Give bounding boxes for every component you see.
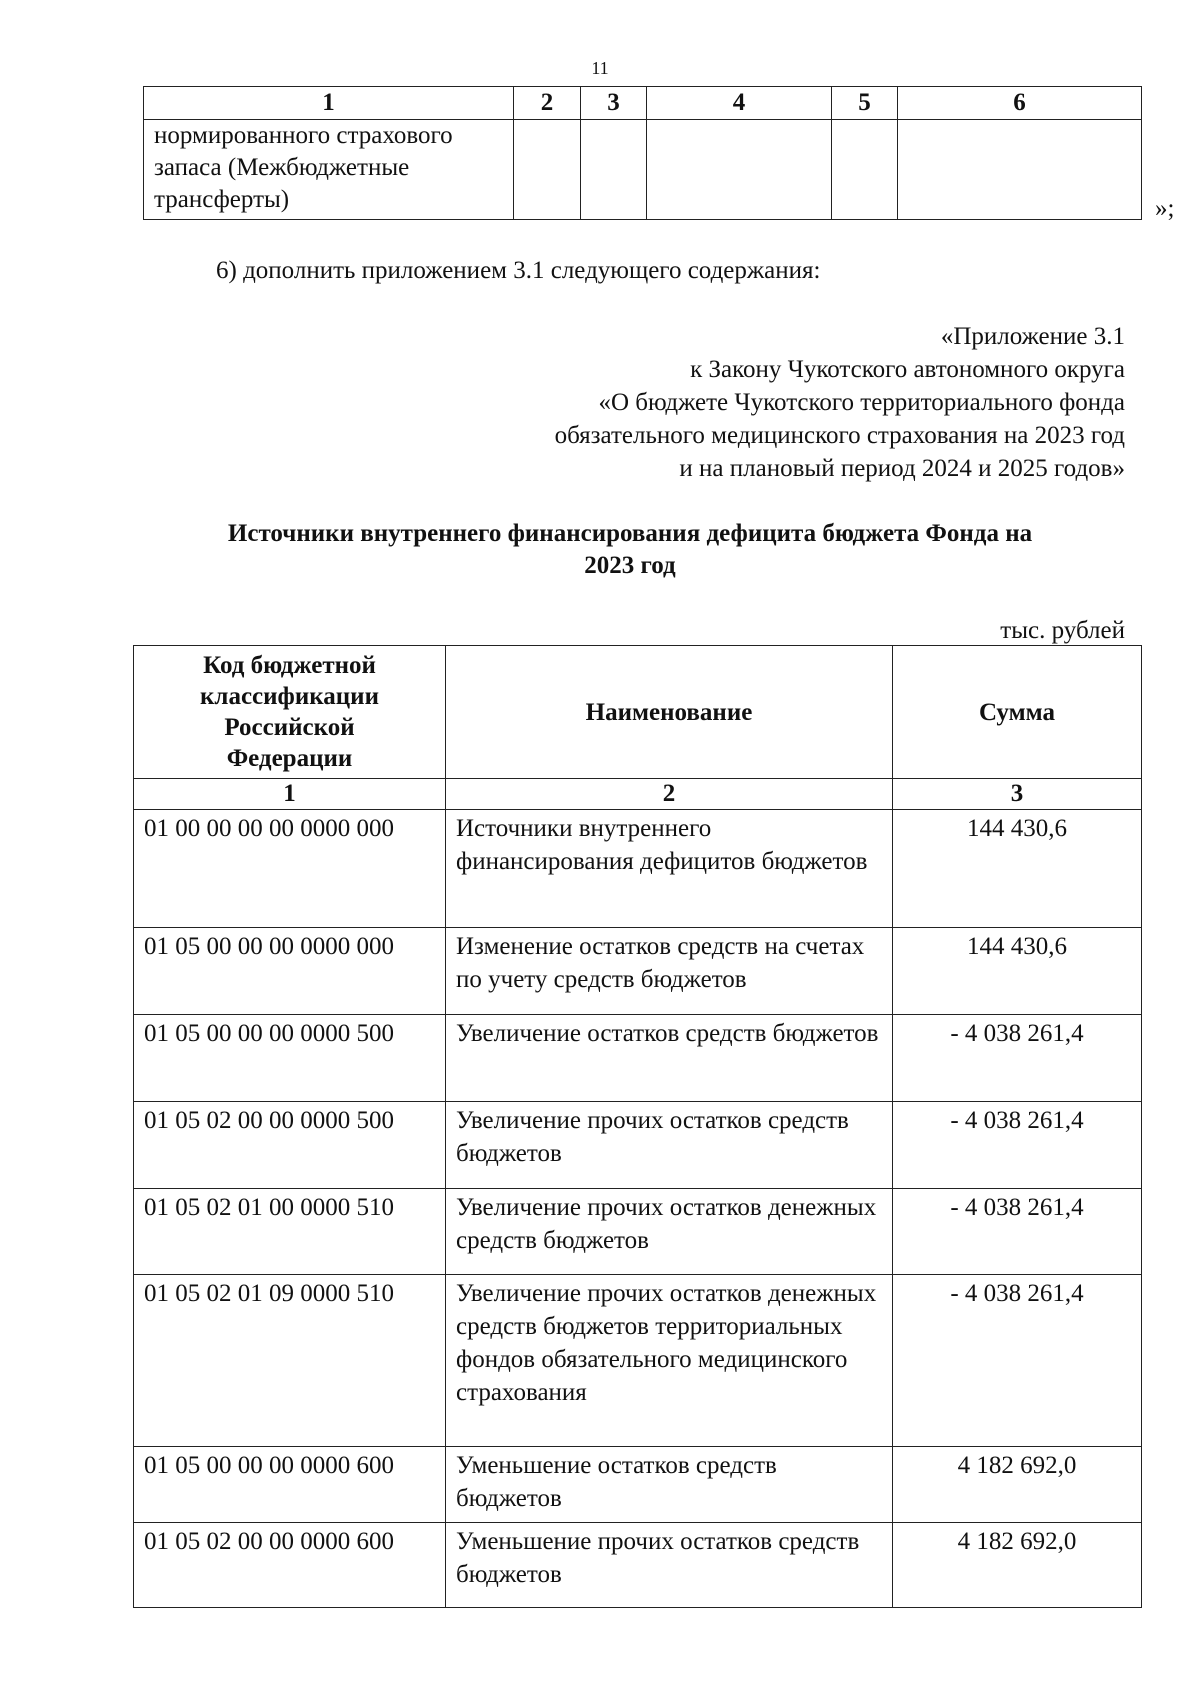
sources-table: [133, 645, 1142, 1608]
row-sum: 144 430,6: [893, 810, 1142, 928]
header-sum: Сумма: [893, 646, 1142, 779]
table-row: [134, 810, 1142, 928]
row-sum: 144 430,6: [893, 928, 1142, 1015]
previous-table-row: [144, 120, 1142, 220]
previous-table-cell: [898, 120, 1142, 220]
row-name: Увеличение прочих остатков денежных средств бюджетов территориальных фондов обязательного медицинского страхования: [446, 1275, 893, 1447]
row-sum: - 4 038 261,4: [893, 1102, 1142, 1189]
appendix-reference: [555, 320, 1125, 485]
previous-table-row-text: нормированного страхового запаса (Межбюджетные трансферты): [144, 120, 514, 220]
row-sum: - 4 038 261,4: [893, 1275, 1142, 1447]
table-row: [134, 1523, 1142, 1608]
appendix-line: «О бюджете Чукотского территориального фонда: [598, 389, 1125, 416]
col-number-1: 1: [134, 779, 446, 810]
row-sum: 4 182 692,0: [893, 1447, 1142, 1523]
row-name: Увеличение остатков средств бюджетов: [446, 1015, 893, 1102]
row-sum: - 4 038 261,4: [893, 1015, 1142, 1102]
row-name: Уменьшение прочих остатков средств бюджетов: [446, 1523, 893, 1608]
table-row: [134, 1275, 1142, 1447]
document-title: [130, 518, 1130, 582]
row-name: Источники внутреннего финансирования дефицитов бюджетов: [446, 810, 893, 928]
sources-table-number-row: [134, 779, 1142, 810]
col-number-2: 2: [446, 779, 893, 810]
previous-table-col-5: 5: [832, 87, 898, 120]
sources-table-header-row: [134, 646, 1142, 779]
row-code: 01 05 02 01 00 0000 510: [134, 1189, 446, 1275]
row-code: 01 05 02 00 00 0000 600: [134, 1523, 446, 1608]
amendment-item: 6) дополнить приложением 3.1 следующего содержания:: [216, 257, 821, 284]
previous-table-col-4: 4: [647, 87, 832, 120]
row-code: 01 05 00 00 00 0000 500: [134, 1015, 446, 1102]
previous-table-cell: [581, 120, 647, 220]
table-row: [134, 1102, 1142, 1189]
row-name: Уменьшение остатков средств бюджетов: [446, 1447, 893, 1523]
previous-table-cell: [514, 120, 581, 220]
page-number: 11: [591, 58, 609, 78]
previous-table-cell: [647, 120, 832, 220]
document-title-line: 2023 год: [584, 552, 676, 579]
row-code: 01 05 02 01 09 0000 510: [134, 1275, 446, 1447]
previous-table-cell: [832, 120, 898, 220]
row-code: 01 05 00 00 00 0000 600: [134, 1447, 446, 1523]
row-code: 01 00 00 00 00 0000 000: [134, 810, 446, 928]
row-name: Увеличение прочих остатков средств бюджетов: [446, 1102, 893, 1189]
row-name: Увеличение прочих остатков денежных средств бюджетов: [446, 1189, 893, 1275]
appendix-line: «Приложение 3.1: [940, 323, 1125, 350]
table-row: [134, 1189, 1142, 1275]
previous-table-col-2: 2: [514, 87, 581, 120]
table-row: [134, 1015, 1142, 1102]
previous-table: [143, 86, 1142, 220]
appendix-line: и на плановый период 2024 и 2025 годов»: [679, 455, 1125, 482]
col-number-3: 3: [893, 779, 1142, 810]
row-sum: 4 182 692,0: [893, 1523, 1142, 1608]
units-label: тыс. рублей: [1000, 617, 1125, 644]
previous-table-col-1: 1: [144, 87, 514, 120]
previous-table-header-row: [144, 87, 1142, 120]
previous-table-col-3: 3: [581, 87, 647, 120]
row-sum: - 4 038 261,4: [893, 1189, 1142, 1275]
row-code: 01 05 02 00 00 0000 500: [134, 1102, 446, 1189]
closing-quote-mark: »;: [1155, 195, 1175, 222]
table-row: [134, 1447, 1142, 1523]
row-name: Изменение остатков средств на счетах по учету средств бюджетов: [446, 928, 893, 1015]
appendix-line: обязательного медицинского страхования на 2023 год: [554, 422, 1125, 449]
row-code: 01 05 00 00 00 0000 000: [134, 928, 446, 1015]
header-code: Код бюджетной классификации Российской Федерации: [134, 646, 446, 779]
table-row: [134, 928, 1142, 1015]
appendix-line: к Закону Чукотского автономного округа: [690, 356, 1125, 383]
previous-table-col-6: 6: [898, 87, 1142, 120]
document-title-line: Источники внутреннего финансирования дефицита бюджета Фонда на: [227, 520, 1033, 547]
header-name: Наименование: [446, 646, 893, 779]
